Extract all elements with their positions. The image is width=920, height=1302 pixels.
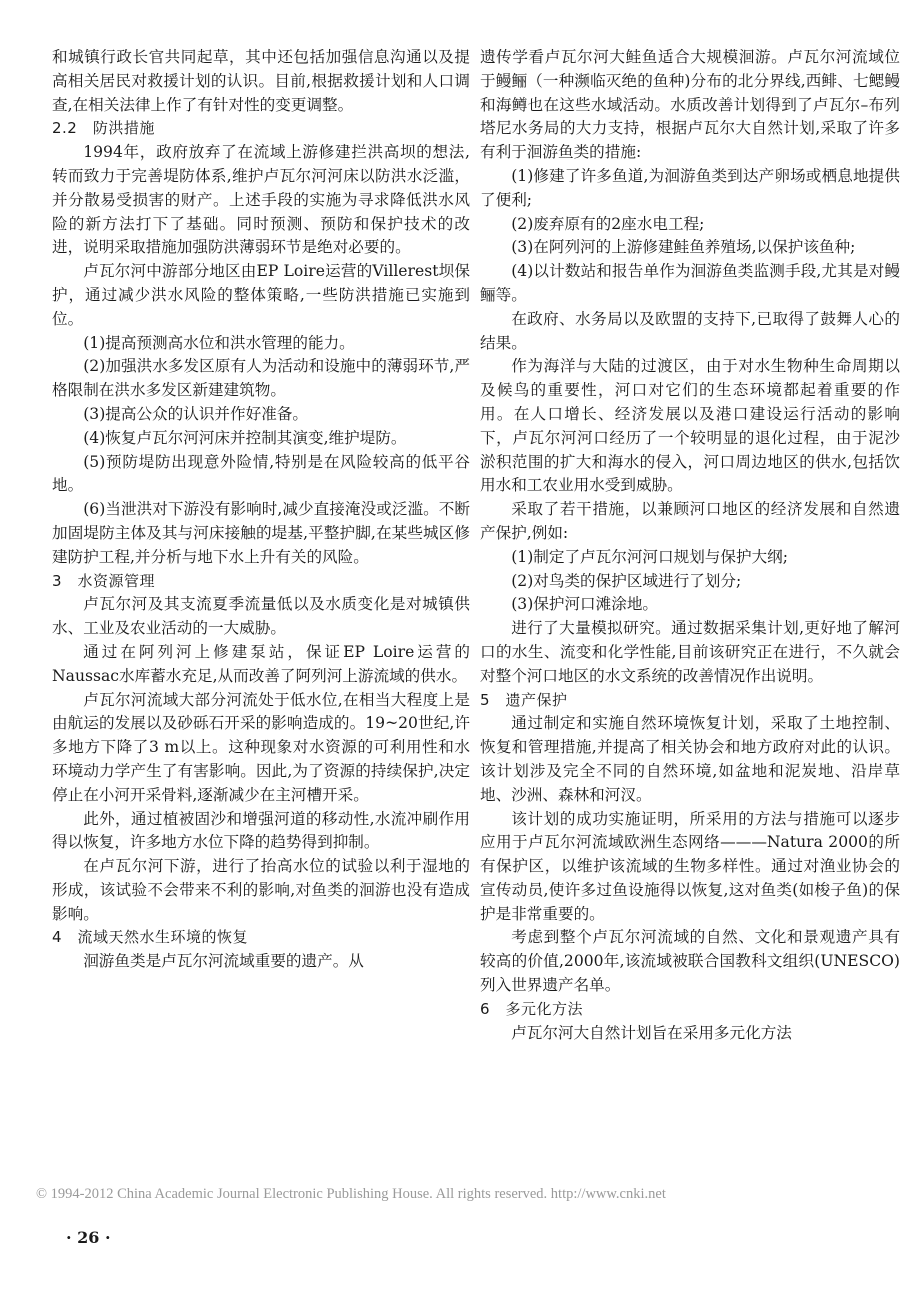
list-item: (2)废弃原有的2座水电工程; <box>511 214 705 233</box>
paragraph: 该计划的成功实施证明，所采用的方法与措施可以逐步应用于卢瓦尔河流域欧洲生态网络———Natura 2000的所有保护区，以维护该流域的生物多样性。通过对渔业协会的宣传动员,使许多过鱼设施得以恢复,这对鱼类(如梭子鱼)的保护是非常重要的。 <box>480 809 900 923</box>
list-item: (5)预防堤防出现意外险情,特别是在风险较高的低平谷地。 <box>52 452 470 495</box>
paragraph: 通过在阿列河上修建泵站，保证EP Loire运营的Naussac水库蓄水充足,从而改善了阿列河上游流域的供水。 <box>52 642 470 685</box>
paragraph: 洄游鱼类是卢瓦尔河流域重要的遗产。从 <box>83 952 364 971</box>
paragraph: 卢瓦尔河流域大部分河流处于低水位,在相当大程度上是由航运的发展以及砂砾石开采的影响造成的。19~20世纪,许多地方下降了3 m以上。这种现象对水资源的可利用性和水环境动力学产生了有害影响。因此,为了资源的持续保护,决定停止在小河开采骨料,逐渐减少在主河槽开采。 <box>52 690 470 804</box>
paragraph: 在卢瓦尔河下游，进行了抬高水位的试验以利于湿地的形成，该试验不会带来不利的影响,对鱼类的洄游也没有造成影响。 <box>52 857 470 923</box>
paragraph: 遗传学看卢瓦尔河大鲑鱼适合大规模洄游。卢瓦尔河流域位于鳗鲡（一种濒临灭绝的鱼种)分布的北分界线,西鲱、七鳃鳗和海鳟也在这些水域活动。水质改善计划得到了卢瓦尔–布列塔尼水务局的大力支持，根据卢瓦尔大自然计划,采取了许多有利于洄游鱼类的措施: <box>480 48 900 162</box>
paragraph: 通过制定和实施自然环境恢复计划，采取了土地控制、恢复和管理措施,并提高了相关协会和地方政府对此的认识。该计划涉及完全不同的自然环境,如盆地和泥炭地、沿岸草地、沙洲、森林和河汊。 <box>480 714 900 804</box>
section-heading-6: 6 多元化方法 <box>480 999 584 1018</box>
paragraph: 作为海洋与大陆的过渡区，由于对水生物种生命周期以及候鸟的重要性，河口对它们的生态环境都起着重要的作用。在人口增长、经济发展以及港口建设运行活动的影响下，卢瓦尔河河口经历了一个较明显的退化过程，由于泥沙淤积范围的扩大和海水的侵入，河口周边地区的供水,包括饮用水和工农业用水受到威胁。 <box>480 357 900 495</box>
list-item: (2)加强洪水多发区原有人为活动和设施中的薄弱环节,严格限制在洪水多发区新建建筑物。 <box>52 357 470 400</box>
list-item: (4)恢复卢瓦尔河河床并控制其演变,维护堤防。 <box>83 428 407 447</box>
paragraph: 考虑到整个卢瓦尔河流域的自然、文化和景观遗产具有较高的价值,2000年,该流域被联合国教科文组织(UNESCO)列入世界遗产名单。 <box>480 928 900 995</box>
right-column <box>480 46 900 1045</box>
list-item: (3)提高公众的认识并作好准备。 <box>83 404 308 423</box>
paragraph: 在政府、水务局以及欧盟的支持下,已取得了鼓舞人心的结果。 <box>480 309 900 352</box>
section-heading-2-2: 2.2 防洪措施 <box>52 119 155 138</box>
list-item: (3)在阿列河的上游修建鲑鱼养殖场,以保护该鱼种; <box>511 238 856 257</box>
list-item: (6)当泄洪对下游没有影响时,减少直接淹没或泛滥。不断加固堤防主体及其与河床接触的堤基,平整护脚,在某些城区修建防护工程,并分析与地下水上升有关的风险。 <box>52 500 470 566</box>
paragraph: 卢瓦尔河中游部分地区由EP Loire运营的Villerest坝保护，通过减少洪水风险的整体策略,一些防洪措施已实施到位。 <box>52 262 470 328</box>
left-column <box>52 46 470 974</box>
list-item: (1)制定了卢瓦尔河河口规划与保护大纲; <box>511 547 789 566</box>
section-heading-4: 4 流域天然水生环境的恢复 <box>52 928 249 947</box>
list-item: (1)修建了许多鱼道,为洄游鱼类到达产卵场或栖息地提供了便利; <box>480 166 900 209</box>
paragraph: 采取了若干措施，以兼顾河口地区的经济发展和自然遗产保护,例如: <box>480 500 900 542</box>
section-heading-3: 3 水资源管理 <box>52 571 156 590</box>
list-item: (1)提高预测高水位和洪水管理的能力。 <box>83 333 355 352</box>
copyright-footer: © 1994-2012 China Academic Journal Electronic Publishing House. All rights reserved. http://www.cnki.net <box>36 1186 666 1202</box>
paragraph: 1994年，政府放弃了在流域上游修建拦洪高坝的想法,转而致力于完善堤防体系,维护卢瓦尔河河床以防洪水泛滥，并分散易受损害的财产。上述手段的实施为寻求降低洪水风险的新方法打下了基础。同时预测、预防和保护技术的改进，说明采取措施加强防洪薄弱环节是绝对必要的。 <box>52 143 470 257</box>
paragraph: 和城镇行政长官共同起草，其中还包括加强信息沟通以及提高相关居民对救援计划的认识。目前,根据救援计划和人口调查,在相关法律上作了有针对性的变更调整。 <box>52 48 470 114</box>
paragraph: 进行了大量模拟研究。通过数据采集计划,更好地了解河口的水生、流变和化学性能,目前该研究正在进行，不久就会对整个河口地区的水文系统的改善情况作出说明。 <box>480 619 900 685</box>
section-heading-5: 5 遗产保护 <box>480 690 568 709</box>
paragraph: 卢瓦尔河大自然计划旨在采用多元化方法 <box>511 1023 792 1042</box>
paragraph: 卢瓦尔河及其支流夏季流量低以及水质变化是对城镇供水、工业及农业活动的一大威胁。 <box>52 595 470 638</box>
page-number: · 26 · <box>66 1228 111 1247</box>
list-item: (4)以计数站和报告单作为洄游鱼类监测手段,尤其是对鳗鲡等。 <box>480 262 900 304</box>
list-item: (3)保护河口滩涂地。 <box>511 595 659 614</box>
list-item: (2)对鸟类的保护区域进行了划分; <box>511 571 742 590</box>
paragraph: 此外，通过植被固沙和增强河道的移动性,水流冲刷作用得以恢复，许多地方水位下降的趋势得到抑制。 <box>52 809 470 852</box>
